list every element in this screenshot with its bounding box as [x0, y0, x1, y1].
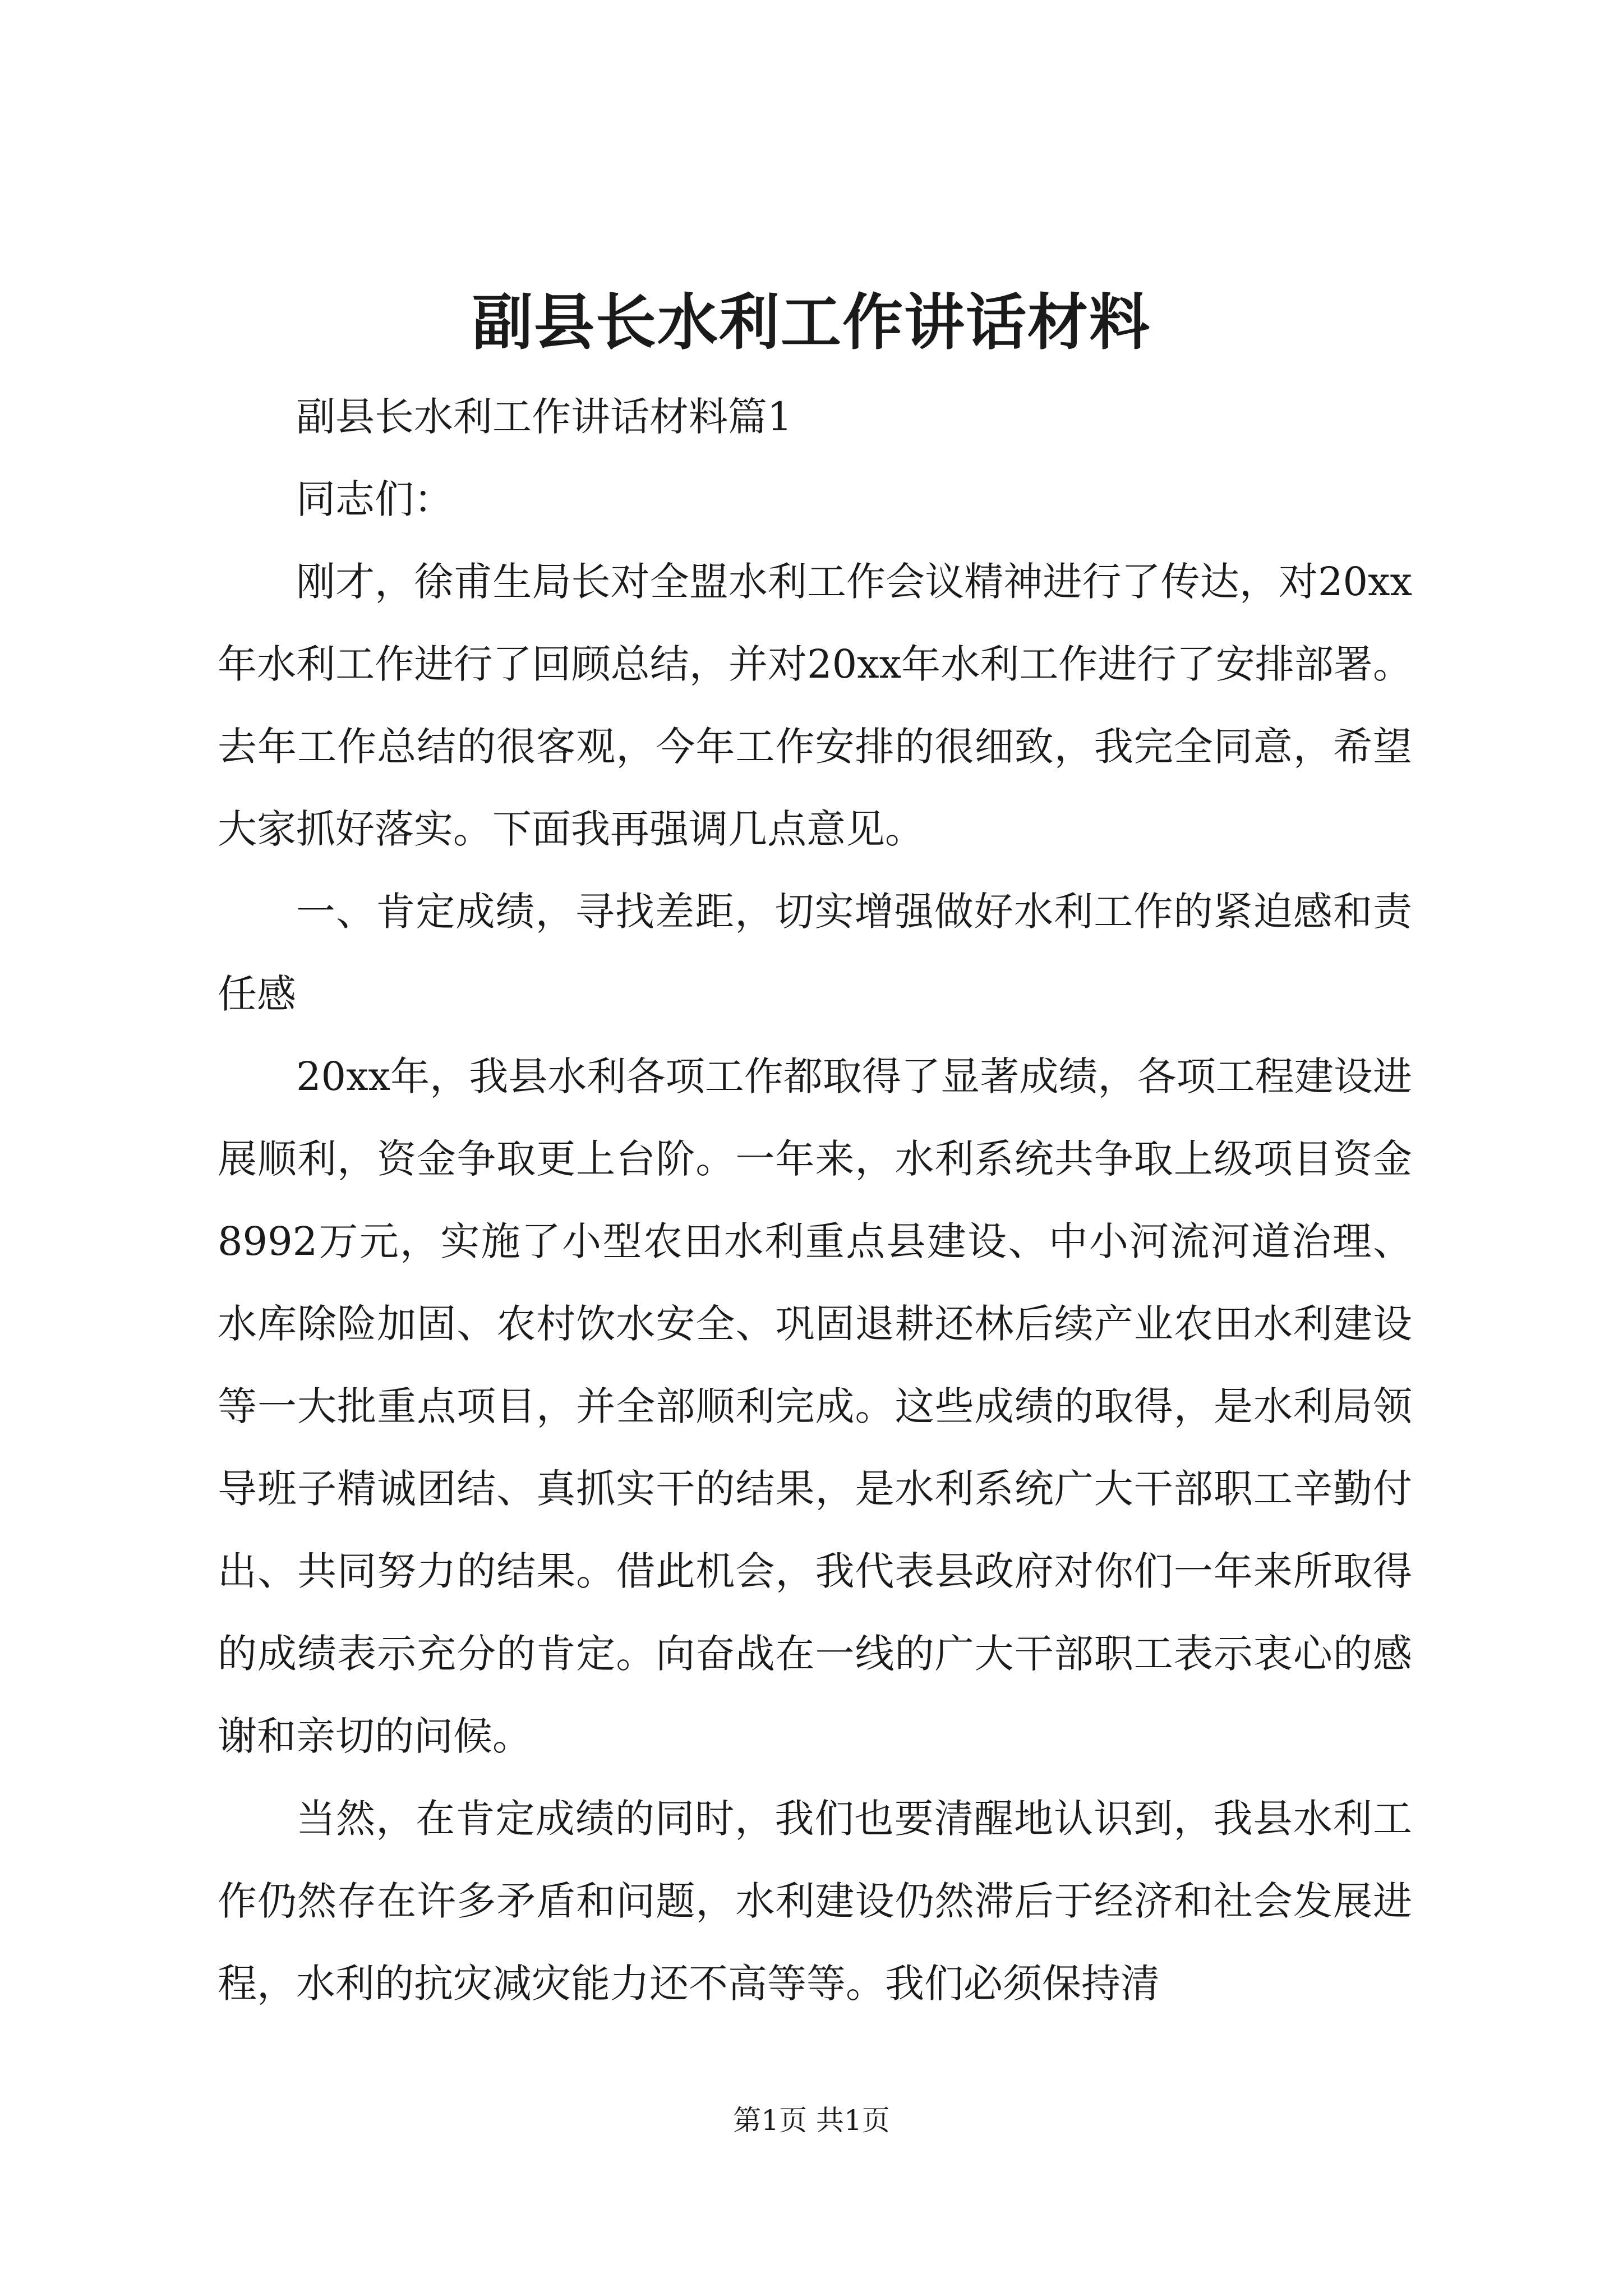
- page-number: 第1页 共1页: [733, 2104, 890, 2137]
- paragraph: 当然，在肯定成绩的同时，我们也要清醒地认识到，我县水利工作仍然存在许多矛盾和问题，水利建设仍然滞后于经济和社会发展进程，水利的抗灾减灾能力还不高等等。我们必须保持清: [218, 1796, 1412, 2007]
- section-heading: 副县长水利工作讲话材料篇1: [296, 394, 792, 440]
- paragraph: 刚才，徐甫生局长对全盟水利工作会议精神进行了传达，对20xx年水利工作进行了回顾总结，并对20xx年水利工作进行了安排部署。去年工作总结的很客观，今年工作安排的很细致，我完全同意，希望大家抓好落实。下面我再强调几点意见。: [218, 559, 1412, 852]
- paragraph: 20xx年，我县水利各项工作都取得了显著成绩，各项工程建设进展顺利，资金争取更上台阶。一年来，水利系统共争取上级项目资金8992万元，实施了小型农田水利重点县建设、中小河流河道治理、水库除险加固、农村饮水安全、巩固退耕还林后续产业农田水利建设等一大批重点项目，并全部顺利完成。这些成绩的取得，是水利局领导班子精诚团结、真抓实干的结果，是水利系统广大干部职工辛勤付出、共同努力的结果。借此机会，我代表县政府对你们一年来所取得的成绩表示充分的肯定。向奋战在一线的广大干部职工表示衷心的感谢和亲切的问候。: [218, 1053, 1412, 1759]
- document-title: 副县长水利工作讲话材料: [472, 287, 1151, 358]
- subheading: 一、肯定成绩，寻找差距，切实增强做好水利工作的紧迫感和责任感: [218, 889, 1412, 1017]
- document-body: [218, 376, 1412, 2025]
- salutation: 同志们：: [296, 476, 453, 522]
